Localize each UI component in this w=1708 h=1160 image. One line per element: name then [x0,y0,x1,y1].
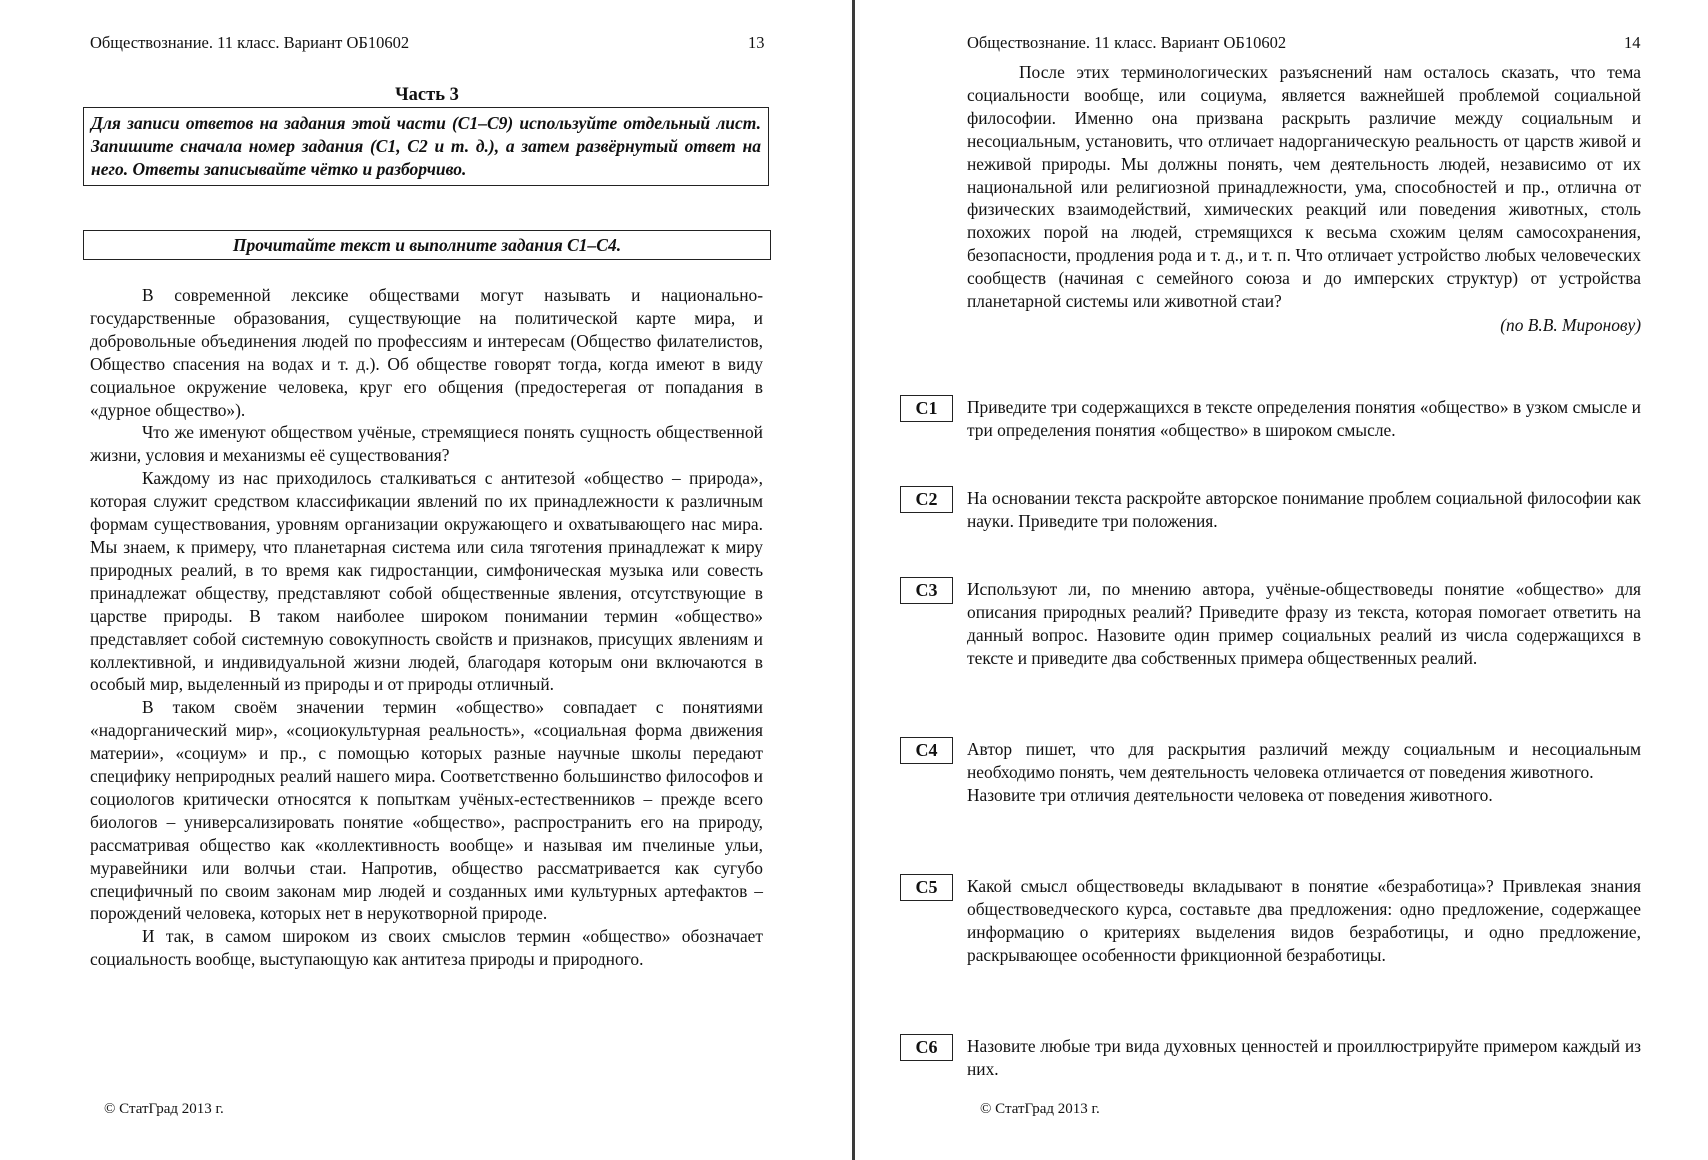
task-number: С6 [900,1034,953,1061]
page-header: Обществознание. 11 класс. Вариант ОБ10602 [967,33,1287,52]
text-paragraph: Каждому из нас приходилось сталкиваться с антитезой «общество – природа», которая служит средством классификации явлений по их принадлежности к различным формам существования, уровням организации окружающего и охватывающего нас мира. Мы знаем, к примеру, что планетарная система или сила тяготения принадлежат к миру природных реалий, в то время как гидростанции, симфоническая музыка или совесть принадлежат обществу, представляют собой общественные явления, отсутствующие в царстве природы. В таком наиболее широком понимании термин «общество» представляет собой системную совокупность свойств и признаков, присущих явлениям и коллективной, и индивидуальной жизни людей, благодаря которым они включаются в особый мир, выделенный из природы и от природы отличный. [90,468,763,695]
reading-text [90,284,763,971]
task-number: С5 [900,874,953,901]
page-number: 13 [748,33,765,52]
text-paragraph: После этих терминологических разъяснений нам осталось сказать, что тема социальности вообще, или социума, является важнейшей проблемой социальной философии. Именно она призвана раскрыть различие между социальным и несоциальным, установить, что отличает надорганическую реальность от царств живой и неживой природы. Мы должны понять, чем деятельность людей, независимо от их национальной или религиозной принадлежности, ума, способностей и пр., отлична от физических взаимодействий, химических реакций или поведения животных, столь похожих порой на людей, стремящихся к весьма схожим целям самосохранения, безопасности, продления рода и т. д., и т. п. Что отличает устройство любых человеческих сообществ (начиная с семейного союза и до имперских структур) от устройства планетарной системы или животной стаи? [967,62,1641,312]
task-number: С2 [900,486,953,513]
read-instruction-box: Прочитайте текст и выполните задания С1–С4. [83,230,771,260]
task-line: Приведите три содержащихся в тексте определения понятия «общество» в узком смысле и три определения понятия «общество» в широком смысле. [967,397,1641,440]
task-text [967,1035,1641,1081]
text-source: (по В.В. Миронову) [1500,314,1641,335]
task-line: Назовите три отличия деятельности человека от поведения животного. [967,784,1493,805]
task-text [967,875,1641,967]
text-paragraph: В таком своём значении термин «общество» совпадает с понятиями «надорганический мир», «социокультурная реальность», «социальная форма движения материи», «социум» и пр., с помощью которых разные научные школы передают специфику неприродных реалий нашего мира. Соответственно большинство философов и социологов критически относятся к попыткам учёных-естественников – прежде всего биологов – универсализировать понятие «общество», распространить его на природу, рассматривая общество как «коллективность вообще» и называя им пчелиные ульи, муравейники или волчьи стаи. Напротив, общество рассматривается как сугубо специфичный по своим законам мир людей и созданных ими культурных артефактов – порождений человека, которых нет в нерукотворной природе. [90,697,763,924]
task-text [967,738,1641,807]
task-number: С4 [900,737,953,764]
text-paragraph: И так, в самом широком из своих смыслов термин «общество» обозначает социальность вообще, выступающую как антитеза природы и природного. [90,926,763,970]
task-line: Используют ли, по мнению автора, учёные-обществоведы понятие «общество» для описания природных реалий? Приведите фразу из текста, которая помогает ответить на данный вопрос. Назовите один пример социальных реалий из числа содержащихся в тексте и приведите два собственных примера общественных реалий. [967,579,1641,668]
page-divider [852,0,855,1160]
text-paragraph: В современной лексике обществами могут называть и национально-государственные образования, существующие на политической карте мира, и добровольные объединения людей по профессиям и интересам (Общество филателистов, Общество спасения на водах и т. д.). Об обществе говорят тогда, когда имеют в виду социальное окружение человека, круг его общения (предостерегая от попадания в «дурное общество»). [90,285,763,420]
task-line: Назовите любые три вида духовных ценностей и проиллюстрируйте примером каждый из них. [967,1036,1641,1079]
task-number: С1 [900,395,953,422]
text-paragraph: Что же именуют обществом учёные, стремящиеся понять сущность общественной жизни, условия и механизмы её существования? [90,422,763,466]
page-footer: © СтатГрад 2013 г. [980,1101,1100,1117]
page-footer: © СтатГрад 2013 г. [104,1101,224,1117]
task-line: Какой смысл обществоведы вкладывают в понятие «безработица»? Привлекая знания обществоведческого курса, составьте два предложения: одно предложение, содержащее информацию о критериях выделения видов безработицы, и одно предложение, раскрывающее особенности фрикционной безработицы. [967,876,1641,965]
task-line: На основании текста раскройте авторское понимание проблем социальной философии как науки. Приведите три положения. [967,488,1641,531]
reading-text-continued [967,61,1641,337]
task-text [967,578,1641,670]
task-text [967,487,1641,533]
page-number: 14 [1624,33,1641,52]
part-title: Часть 3 [395,85,459,105]
instructions-box: Для записи ответов на задания этой части (С1–С9) используйте отдельный лист. Запишите сначала номер задания (С1, С2 и т. д.), а затем развёрнутый ответ на него. Ответы записывайте чётко и разборчиво. [83,107,769,186]
task-line: Автор пишет, что для раскрытия различий между социальным и несоциальным необходимо понять, чем деятельность человека отличается от поведения животного. [967,739,1641,782]
left-page [0,0,852,1160]
task-number: С3 [900,577,953,604]
page-header: Обществознание. 11 класс. Вариант ОБ10602 [90,33,410,52]
task-text [967,396,1641,442]
